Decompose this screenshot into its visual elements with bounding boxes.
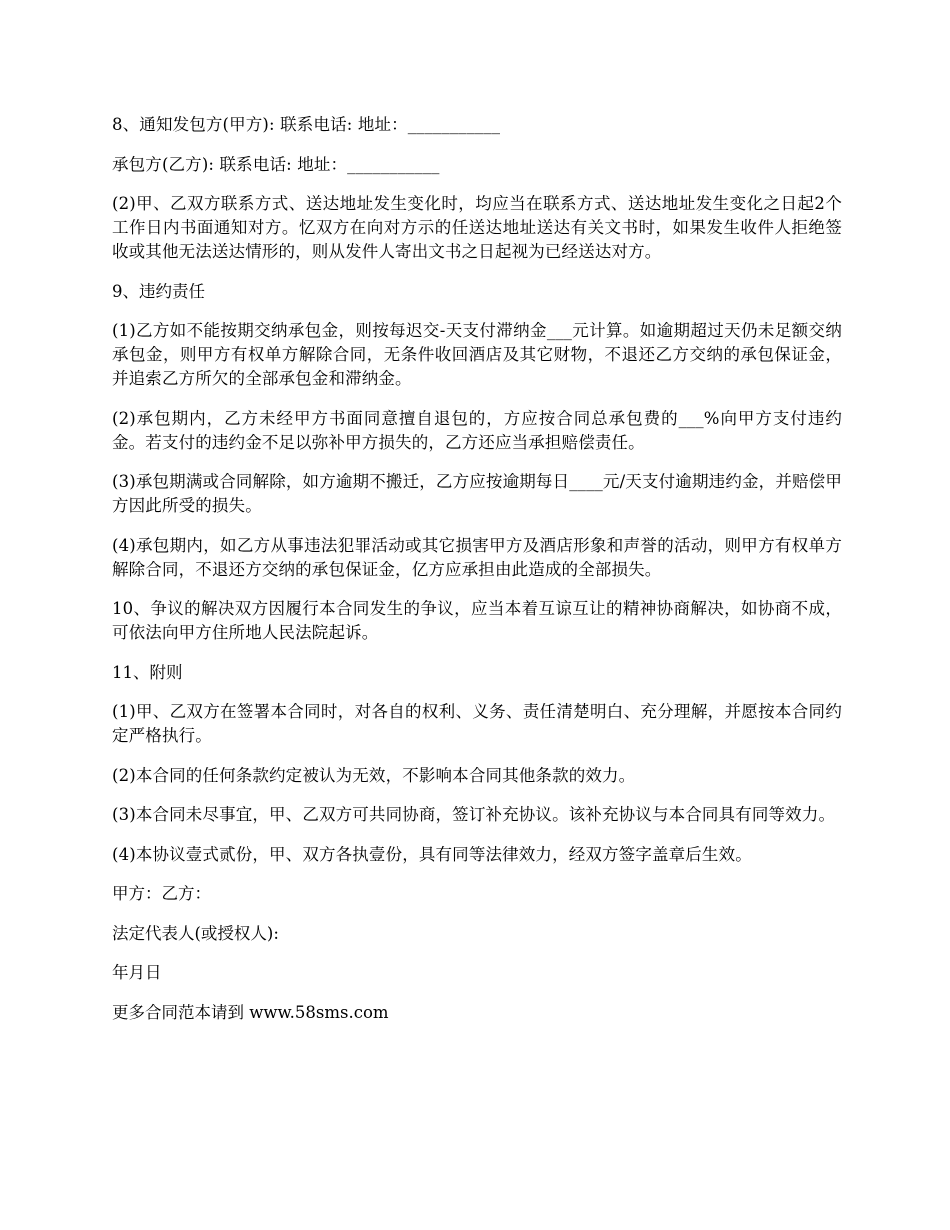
breach-clause-4: (4)承包期内，如乙方从事违法犯罪活动或其它损害甲方及酒店形象和声誉的活动，则甲方有权单方解除合同，不退还方交纳的承包保证金，亿方应承担由此造成的全部损失。 (112, 535, 842, 579)
signature-representative: 法定代表人(或授权人): (112, 923, 279, 943)
notice-contractor-contact: 承包方(乙方): 联系电话: 地址：___________ (112, 154, 440, 174)
signature-parties: 甲方：乙方： (112, 884, 211, 903)
supplementary-clause-1: (1)甲、乙双方在签署本合同时，对各自的权利、义务、责任清楚明白、充分理解，并愿按本合同约定严格执行。 (112, 702, 842, 745)
document-page (112, 113, 842, 1040)
section-heading-supplementary: 11、附则 (112, 662, 183, 682)
section-heading-breach: 9、违约责任 (112, 281, 205, 301)
signature-date: 年月日 (112, 963, 162, 982)
notice-employer-contact: 8、通知发包方(甲方): 联系电话: 地址：___________ (112, 115, 501, 134)
breach-clause-1: (1)乙方如不能按期交纳承包金，则按每迟交-天支付滞纳金___元计算。如逾期超过天仍未足额交纳承包金，则甲方有权单方解除合同，无条件收回酒店及其它财物，不退还乙方交纳的承包保证金，并追索乙方所欠的全部承包金和滞纳金。 (112, 321, 842, 388)
address-change-clause: (2)甲、乙双方联系方式、送达地址发生变化时，均应当在联系方式、送达地址发生变化之日起2个工作日内书面通知对方。忆双方在向对方示的任送达地址送达有关文书时，如果发生收件人拒绝签收或其他无法送达情形的，则从发件人寄出文书之日起视为已经送达对方。 (112, 194, 842, 261)
breach-clause-3: (3)承包期满或合同解除，如方逾期不搬迁，乙方应按逾期每日____元/天支付逾期违约金，并赔偿甲方因此所受的损失。 (112, 472, 842, 515)
supplementary-clause-4: (4)本协议壹式贰份，甲、双方各执壹份，具有同等法律效力，经双方签字盖章后生效。 (112, 844, 752, 864)
supplementary-clause-2: (2)本合同的任何条款约定被认为无效，不影响本合同其他条款的效力。 (112, 765, 636, 785)
footer-website-note: 更多合同范本请到 www.58sms.com (112, 1002, 389, 1022)
supplementary-clause-3: (3)本合同未尽事宜，甲、乙双方可共同协商，签订补充协议。该补充协议与本合同具有同等效力。 (112, 805, 836, 824)
breach-clause-2: (2)承包期内，乙方未经甲方书面同意擅自退包的，方应按合同总承包费的___%向甲方支付违约金。若支付的违约金不足以弥补甲方损失的，乙方还应当承担赔偿责任。 (112, 408, 842, 452)
dispute-resolution-clause: 10、争议的解决双方因履行本合同发生的争议，应当本着互谅互让的精神协商解决，如协商不成，可依法向甲方住所地人民法院起诉。 (112, 599, 842, 642)
